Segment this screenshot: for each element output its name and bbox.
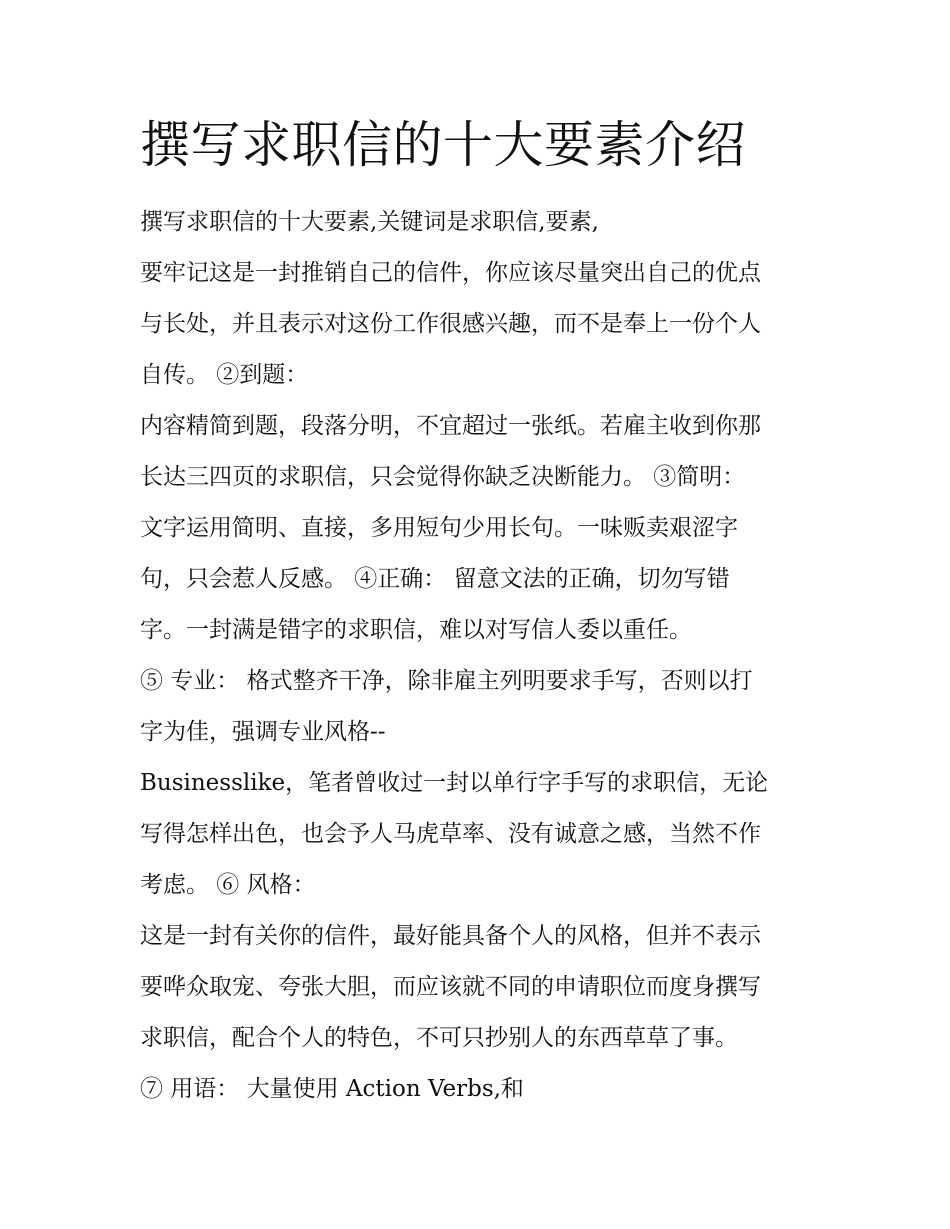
paragraph-line: 自传。 ②到题： (140, 362, 309, 388)
paragraph-line: 这是一封有关你的信件，最好能具备个人的风格，但并不表示 (140, 923, 761, 949)
paragraph-line: ⑤ 专业： 格式整齐干净，除非雇主列明要求手写，否则以打 (140, 668, 753, 694)
paragraph-line: 考虑。 ⑥ 风格： (140, 872, 316, 898)
paragraph-line: Businesslike，笔者曾收过一封以单行字手写的求职信，无论 (140, 770, 769, 796)
paragraph-line: 字。一封满是错字的求职信，难以对写信人委以重任。 (140, 617, 692, 643)
paragraph-line: 文字运用简明、直接，多用短句少用长句。一味贩卖艰涩字 (140, 515, 738, 541)
page-title: 撰写求职信的十大要素介绍 (140, 116, 746, 174)
paragraph-line: 长达三四页的求职信，只会觉得你缺乏决断能力。 ③简明： (140, 464, 746, 490)
paragraph-line: 写得怎样出色，也会予人马虎草率、没有诚意之感，当然不作 (140, 821, 761, 847)
paragraph-line: 撰写求职信的十大要素,关键词是求职信,要素, (140, 209, 599, 235)
paragraph-line: 内容精简到题，段落分明，不宜超过一张纸。若雇主收到你那 (140, 413, 761, 439)
paragraph-line: 字为佳，强调专业风格-- (140, 719, 386, 745)
paragraph-line: 求职信，配合个人的特色，不可只抄别人的东西草草了事。 (140, 1025, 738, 1051)
paragraph-line: 要哗众取宠、夸张大胆，而应该就不同的申请职位而度身撰写 (140, 974, 761, 1000)
paragraph-line: 要牢记这是一封推销自己的信件，你应该尽量突出自己的优点 (140, 260, 761, 286)
paragraph-line: ⑦ 用语： 大量使用 Action Verbs,和 (140, 1076, 524, 1102)
paragraph-line: 句，只会惹人反感。 ④正确： 留意文法的正确，切勿写错 (140, 566, 730, 592)
paragraph-line: 与长处，并且表示对这份工作很感兴趣，而不是奉上一份个人 (140, 311, 761, 337)
